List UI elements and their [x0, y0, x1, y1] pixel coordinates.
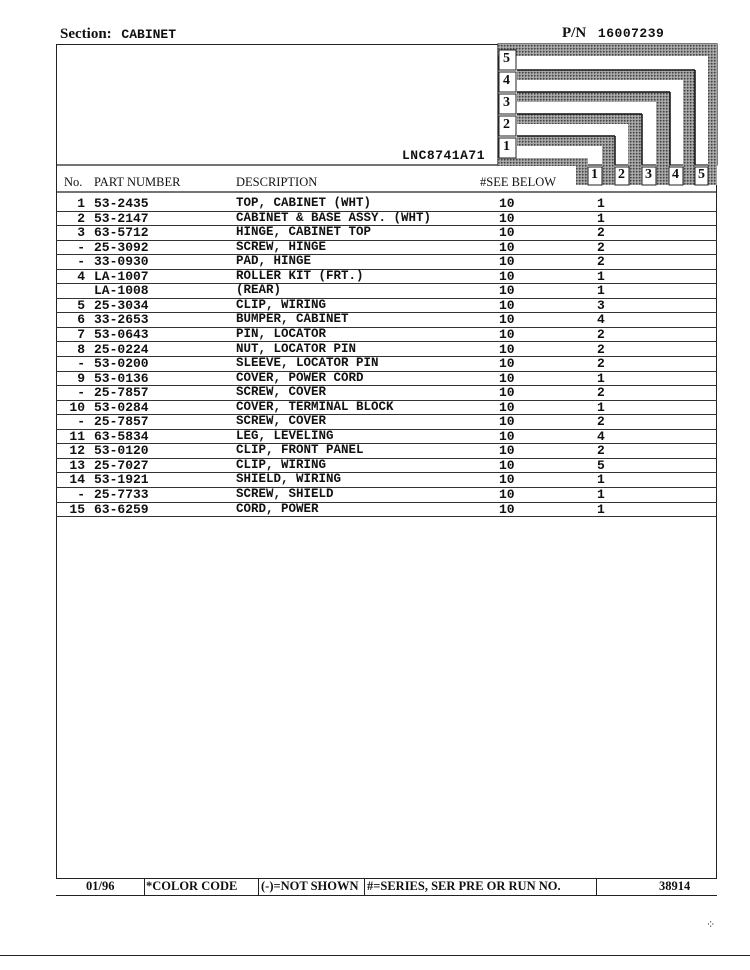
- quantity: 2: [597, 341, 605, 357]
- table-row: [56, 254, 717, 269]
- row-number: -: [77, 414, 85, 430]
- table-row: [56, 298, 717, 313]
- table-row: [56, 342, 717, 357]
- footer-divider: [596, 879, 597, 895]
- quantity: 5: [597, 457, 605, 473]
- series-col-2: 2: [618, 167, 625, 182]
- part-number: 25-3092: [94, 239, 149, 255]
- part-number: 25-0224: [94, 341, 149, 357]
- series-col-3: 3: [645, 167, 652, 182]
- see-below-code: 10: [499, 196, 515, 211]
- see-below-code: 10: [499, 297, 515, 313]
- table-row: [56, 458, 717, 473]
- table-row: [56, 385, 717, 400]
- quantity: 2: [597, 225, 605, 241]
- description: TOP, CABINET (WHT): [236, 196, 372, 210]
- quantity: 2: [597, 414, 605, 430]
- series-col-1: 1: [591, 167, 598, 182]
- description: CORD, POWER: [236, 501, 319, 516]
- see-below-code: 10: [499, 225, 515, 241]
- see-below-code: 10: [499, 501, 515, 517]
- model-number: LNC8741A71: [402, 148, 486, 163]
- part-number: 25-7027: [94, 457, 149, 473]
- description: (REAR): [236, 283, 282, 298]
- description: CABINET & BASE ASSY. (WHT): [236, 210, 432, 225]
- row-number: -: [77, 356, 85, 372]
- quantity: 2: [597, 356, 605, 372]
- description: NUT, LOCATOR PIN: [236, 341, 357, 356]
- table-row: [56, 443, 717, 458]
- row-number: 5: [77, 297, 85, 313]
- column-header-no: No.: [64, 175, 83, 189]
- row-number: 15: [69, 501, 85, 517]
- description: SCREW, HINGE: [236, 239, 327, 254]
- quantity: 1: [597, 370, 605, 386]
- footer-series-note: #=SERIES, SER PRE OR RUN NO.: [367, 879, 561, 893]
- row-number: -: [77, 254, 85, 270]
- scan-mark: ⁘: [706, 919, 716, 931]
- table-row: [56, 269, 717, 284]
- see-below-code: 10: [499, 312, 515, 328]
- see-below-code: 10: [499, 370, 515, 386]
- table-row: [56, 312, 717, 327]
- see-below-code: 10: [499, 472, 515, 488]
- table-row: [56, 487, 717, 502]
- part-number: 33-0930: [94, 254, 149, 270]
- row-number: 1: [77, 196, 85, 211]
- quantity: 1: [597, 196, 605, 211]
- part-number: 63-5712: [94, 225, 149, 241]
- quantity: 1: [597, 283, 605, 299]
- table-row: [56, 211, 717, 226]
- part-number: 63-6259: [94, 501, 149, 517]
- part-number: 53-1921: [94, 472, 149, 488]
- description: ROLLER KIT (FRT.): [236, 268, 364, 283]
- description: BUMPER, CABINET: [236, 312, 349, 327]
- table-row: [56, 414, 717, 429]
- description: SCREW, COVER: [236, 385, 327, 400]
- series-box-3: 3: [503, 95, 510, 110]
- footer-not-shown: (-)=NOT SHOWN: [261, 879, 359, 893]
- part-number: 25-7857: [94, 385, 149, 401]
- row-number: 9: [77, 370, 85, 386]
- quantity: 4: [597, 312, 605, 328]
- description: COVER, POWER CORD: [236, 370, 364, 385]
- description: SHIELD, WIRING: [236, 472, 342, 487]
- see-below-code: 10: [499, 443, 515, 459]
- description: PAD, HINGE: [236, 254, 312, 269]
- row-number: -: [77, 487, 85, 502]
- description: LEG, LEVELING: [236, 428, 334, 443]
- column-header-row: [56, 165, 717, 191]
- row-number: 4: [77, 268, 85, 284]
- part-number: 53-0200: [94, 356, 149, 372]
- footer-date: 01/96: [86, 879, 115, 893]
- description: PIN, LOCATOR: [236, 326, 327, 341]
- part-number: 53-0120: [94, 443, 149, 459]
- description: COVER, TERMINAL BLOCK: [236, 399, 394, 414]
- row-number: 6: [77, 312, 85, 328]
- table-row: [56, 327, 717, 342]
- description: CLIP, FRONT PANEL: [236, 443, 364, 458]
- row-number: 10: [69, 399, 85, 415]
- quantity: 2: [597, 385, 605, 401]
- description: CLIP, WIRING: [236, 297, 327, 312]
- table-row: [56, 400, 717, 415]
- see-below-code: 10: [499, 283, 515, 299]
- part-number: LA-1008: [94, 283, 149, 299]
- column-header-part-number: PART NUMBER: [94, 175, 181, 189]
- footer-divider: [364, 879, 365, 895]
- row-number: 3: [77, 225, 85, 241]
- quantity: 2: [597, 443, 605, 459]
- see-below-code: 10: [499, 239, 515, 255]
- quantity: 2: [597, 239, 605, 255]
- see-below-code: 10: [499, 356, 515, 372]
- table-row: [56, 502, 717, 517]
- part-number: 53-0284: [94, 399, 149, 415]
- row-number: -: [77, 239, 85, 255]
- part-number: 33-2653: [94, 312, 149, 328]
- description: HINGE, CABINET TOP: [236, 225, 372, 240]
- table-row: [56, 196, 717, 211]
- row-number: -: [77, 385, 85, 401]
- see-below-code: 10: [499, 326, 515, 342]
- description: SCREW, SHIELD: [236, 487, 334, 501]
- quantity: 1: [597, 501, 605, 517]
- table-row: [56, 283, 717, 298]
- part-number: 53-2147: [94, 210, 149, 226]
- see-below-code: 10: [499, 385, 515, 401]
- row-number: 7: [77, 326, 85, 342]
- series-box-2: 2: [503, 117, 510, 132]
- see-below-code: 10: [499, 414, 515, 430]
- footer-color-code: *COLOR CODE: [146, 879, 238, 893]
- see-below-code: 10: [499, 268, 515, 284]
- quantity: 1: [597, 268, 605, 284]
- table-row: [56, 240, 717, 255]
- footer-row: [56, 879, 717, 896]
- part-number: 63-5834: [94, 428, 149, 444]
- row-number: 14: [69, 472, 85, 488]
- table-row: [56, 356, 717, 371]
- part-number: 53-2435: [94, 196, 149, 211]
- table-row: [56, 472, 717, 487]
- section-value: CABINET: [121, 27, 177, 42]
- quantity: 2: [597, 326, 605, 342]
- part-number: 25-3034: [94, 297, 149, 313]
- footer-page-code: 38914: [659, 879, 691, 893]
- row-number: 11: [69, 428, 85, 444]
- column-header-see-below: #SEE BELOW: [480, 175, 557, 189]
- part-number: 25-7857: [94, 414, 149, 430]
- quantity: 2: [597, 254, 605, 270]
- row-number: 12: [69, 443, 85, 459]
- see-below-code: 10: [499, 457, 515, 473]
- see-below-code: 10: [499, 428, 515, 444]
- row-number: 8: [77, 341, 85, 357]
- row-number: 2: [77, 210, 85, 226]
- table-row: [56, 225, 717, 240]
- part-number: 53-0136: [94, 370, 149, 386]
- description: SLEEVE, LOCATOR PIN: [236, 356, 379, 371]
- see-below-code: 10: [499, 487, 515, 502]
- row-number: 13: [69, 457, 85, 473]
- column-header-description: DESCRIPTION: [236, 175, 318, 189]
- series-box-5: 5: [503, 51, 510, 66]
- see-below-code: 10: [499, 254, 515, 270]
- quantity: 1: [597, 472, 605, 488]
- series-col-4: 4: [672, 167, 679, 182]
- quantity: 1: [597, 487, 605, 502]
- quantity: 3: [597, 297, 605, 313]
- quantity: 1: [597, 210, 605, 226]
- series-col-5: 5: [698, 167, 705, 182]
- table-row: [56, 429, 717, 444]
- footer-divider: [258, 879, 259, 895]
- series-box-1: 1: [503, 139, 510, 154]
- table-row: [56, 371, 717, 386]
- description: SCREW, COVER: [236, 414, 327, 429]
- pn-value: 16007239: [597, 26, 665, 41]
- see-below-code: 10: [499, 399, 515, 415]
- section-label: Section:: [60, 26, 112, 42]
- row-underline: [56, 516, 717, 517]
- see-below-code: 10: [499, 210, 515, 226]
- part-number: 25-7733: [94, 487, 149, 502]
- part-number: 53-0643: [94, 326, 149, 342]
- quantity: 1: [597, 399, 605, 415]
- part-number: LA-1007: [94, 268, 149, 284]
- pn-label: P/N: [562, 25, 587, 41]
- description: CLIP, WIRING: [236, 457, 327, 472]
- series-box-4: 4: [503, 73, 510, 88]
- footer-divider: [144, 879, 145, 895]
- bottom-rule: [0, 955, 750, 956]
- see-below-code: 10: [499, 341, 515, 357]
- quantity: 4: [597, 428, 605, 444]
